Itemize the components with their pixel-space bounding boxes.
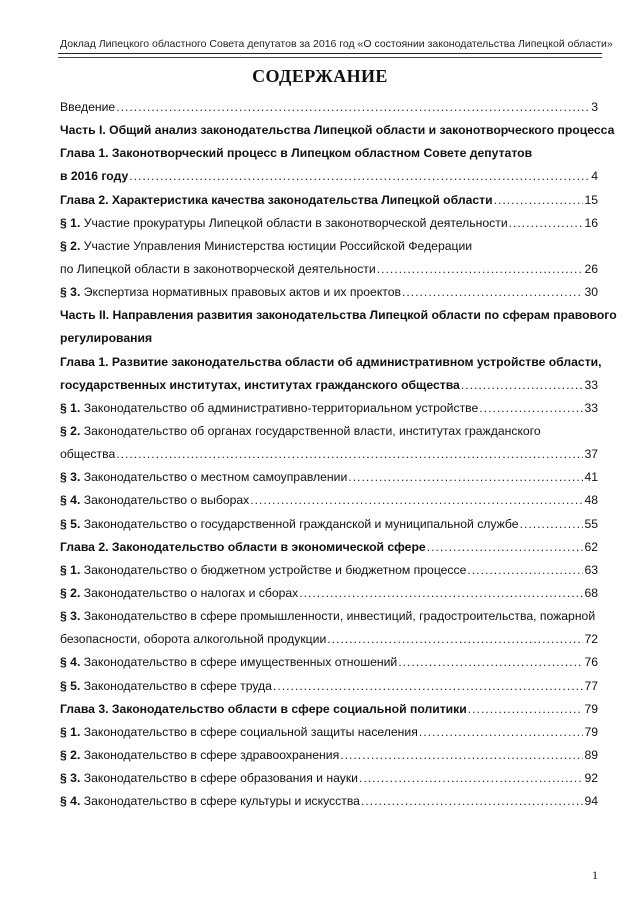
toc-entry-text: Глава 2. Законодательство области в экономической сфере [60, 539, 426, 554]
toc-section-number: § 1. [60, 724, 81, 739]
toc-entry-title [60, 119, 614, 142]
toc-entry-title [60, 628, 326, 651]
toc-entry-text: Законодательство в сфере социальной защиты населения [80, 724, 418, 739]
toc-section-number: § 4. [60, 493, 81, 508]
toc-page-number: 33 [584, 377, 598, 392]
toc-entry[interactable] [60, 466, 598, 489]
toc-entry-text: Глава 3. Законодательство области в сфере социальной политики [60, 701, 467, 716]
toc-leader-dots [250, 489, 583, 512]
toc-entry[interactable] [60, 489, 598, 512]
toc-section-number: § 4. [60, 655, 81, 670]
toc-entry-title [60, 351, 602, 374]
toc-entry-title [60, 281, 401, 304]
toc-entry-title [60, 675, 272, 698]
toc-section-number: § 1. [60, 400, 81, 415]
toc-entry-title [60, 698, 467, 721]
toc-entry-title [60, 96, 115, 119]
toc-section-number: § 3. [60, 771, 81, 786]
toc-section-number: § 5. [60, 678, 81, 693]
toc-entry-text: Законодательство в сфере имущественных отношений [80, 655, 398, 670]
toc-entry-text: общества [60, 447, 116, 462]
toc-section-number: § 3. [60, 285, 81, 300]
toc-section-number: § 2. [60, 585, 81, 600]
toc-entry-text: Экспертиза нормативных правовых актов и их проектов [80, 285, 401, 300]
toc-section-number: § 2. [60, 423, 81, 438]
toc-leader-dots [273, 675, 583, 698]
toc-entry[interactable] [60, 536, 598, 559]
toc-page-number: 77 [584, 678, 598, 693]
toc-page-number: 92 [584, 771, 598, 786]
toc-entry-text: безопасности, оборота алкогольной продукции [60, 632, 327, 647]
toc-entry-text: Глава 1. Развитие законодательства области об административном устройстве области, [60, 354, 602, 369]
toc-leader-dots [468, 698, 584, 721]
toc-section-number: § 3. [60, 470, 81, 485]
toc-entry-title [60, 165, 128, 188]
toc-leader-dots [509, 212, 584, 235]
toc-entry[interactable] [60, 212, 598, 235]
toc-page-number: 4 [591, 169, 598, 184]
toc-leader-dots [129, 165, 590, 188]
toc-page-number: 26 [584, 261, 598, 276]
toc-page-number: 48 [584, 493, 598, 508]
toc-section-number: § 1. [60, 562, 81, 577]
toc-entry-text: Часть I. Общий анализ законодательства Липецкой области и законотворческого процесса [60, 123, 615, 138]
toc-entry-title [60, 559, 466, 582]
toc-entry[interactable] [60, 165, 598, 188]
toc-entry[interactable] [60, 258, 598, 281]
toc-entry[interactable] [60, 605, 598, 628]
toc-entry-text: Законодательство о государственной гражданской и муниципальной службе [80, 516, 519, 531]
toc-leader-dots [402, 281, 583, 304]
toc-entry-title [60, 189, 493, 212]
toc-page-number: 37 [584, 447, 598, 462]
toc-entry[interactable] [60, 628, 598, 651]
toc-entry-text: Законодательство в сфере промышленности, инвестиций, градостроительства, пожарной [80, 609, 596, 624]
toc-entry-title [60, 582, 298, 605]
toc-page-number: 62 [584, 539, 598, 554]
toc-entry[interactable] [60, 327, 598, 350]
toc-entry[interactable] [60, 651, 598, 674]
toc-entry-text: Законодательство об органах государственной власти, институтах гражданского [80, 423, 541, 438]
toc-entry-title [60, 721, 418, 744]
table-of-contents [60, 96, 617, 813]
toc-entry-title [60, 374, 460, 397]
toc-entry[interactable] [60, 698, 598, 721]
toc-entry-title [60, 420, 541, 443]
toc-entry-title [60, 443, 115, 466]
toc-leader-dots [299, 582, 583, 605]
page-number: 1 [592, 868, 598, 882]
toc-entry-text: Участие Управления Министерства юстиции Российской Федерации [80, 238, 473, 253]
toc-section-number: § 5. [60, 516, 81, 531]
toc-section-number: § 1. [60, 215, 81, 230]
toc-entry-text: Законодательство в сфере труда [80, 678, 272, 693]
toc-leader-dots [327, 628, 583, 651]
toc-entry-text: Глава 1. Законотворческий процесс в Липецком областном Совете депутатов [60, 146, 533, 161]
toc-entry-title [60, 489, 249, 512]
toc-entry-title [60, 235, 472, 258]
toc-entry-text: Глава 2. Характеристика качества законодательства Липецкой области [60, 192, 493, 207]
toc-entry-title [60, 142, 532, 165]
toc-entry-title [60, 397, 478, 420]
toc-entry[interactable] [60, 397, 598, 420]
toc-page-number: 79 [584, 701, 598, 716]
toc-page-number: 94 [584, 794, 598, 809]
toc-entry[interactable] [60, 767, 598, 790]
toc-page-number: 79 [584, 724, 598, 739]
toc-page-number: 68 [584, 585, 598, 600]
toc-entry-text: Законодательство об административно-территориальном устройстве [80, 400, 479, 415]
toc-entry[interactable] [60, 744, 598, 767]
toc-entry[interactable] [60, 582, 598, 605]
toc-leader-dots [494, 189, 584, 212]
toc-page-number: 76 [584, 655, 598, 670]
toc-leader-dots [520, 513, 584, 536]
toc-page-number: 3 [591, 100, 598, 114]
toc-leader-dots [116, 96, 590, 119]
toc-leader-dots [116, 443, 583, 466]
toc-entry[interactable] [60, 189, 598, 212]
toc-section-number: § 2. [60, 747, 81, 762]
toc-entry-title [60, 536, 426, 559]
toc-entry-text: регулирования [60, 331, 153, 346]
running-header: Доклад Липецкого областного Совета депутатов за 2016 год «О состоянии законодательства Липецкой области» [60, 38, 613, 50]
page-title: СОДЕРЖАНИЕ [252, 66, 388, 86]
toc-entry[interactable] [60, 142, 598, 165]
toc-entry-title [60, 767, 358, 790]
toc-entry-text: Законодательство о налогах и сборах [80, 585, 299, 600]
toc-page-number: 16 [584, 215, 598, 230]
toc-entry[interactable] [60, 119, 615, 142]
header-rule-thick [58, 53, 602, 54]
toc-section-number: § 4. [60, 794, 81, 809]
toc-leader-dots [359, 767, 583, 790]
toc-entry[interactable] [60, 513, 598, 536]
toc-entry-text: Законодательство в сфере образования и науки [80, 771, 358, 786]
toc-entry-text: Законодательство в сфере здравоохранения [80, 747, 340, 762]
toc-entry-text: Введение [60, 100, 116, 114]
toc-entry-text: Часть II. Направления развития законодательства Липецкой области по сферам правового [60, 308, 617, 323]
toc-entry[interactable] [60, 374, 598, 397]
toc-entry-title [60, 327, 152, 350]
toc-entry-title [60, 790, 360, 813]
header-rule-thin [58, 57, 602, 58]
toc-leader-dots [340, 744, 583, 767]
toc-entry[interactable] [60, 675, 598, 698]
toc-entry-title [60, 258, 376, 281]
toc-entry-text: Законодательство о бюджетном устройстве и бюджетном процессе [80, 562, 467, 577]
toc-entry[interactable] [60, 96, 598, 119]
toc-page-number: 33 [584, 400, 598, 415]
toc-page-number: 30 [584, 285, 598, 300]
toc-page-number: 72 [584, 632, 598, 647]
toc-entry[interactable] [60, 790, 598, 813]
toc-leader-dots [377, 258, 584, 281]
toc-entry-title [60, 513, 519, 536]
toc-entry-title [60, 651, 397, 674]
toc-leader-dots [467, 559, 583, 582]
toc-entry[interactable] [60, 304, 617, 327]
toc-entry[interactable] [60, 235, 598, 258]
toc-leader-dots [361, 790, 583, 813]
toc-entry-text: по Липецкой области в законотворческой деятельности [60, 261, 376, 276]
toc-entry[interactable] [60, 443, 598, 466]
toc-entry-title [60, 744, 339, 767]
toc-page-number: 55 [584, 516, 598, 531]
toc-entry[interactable] [60, 420, 598, 443]
toc-page-number: 63 [584, 562, 598, 577]
toc-page-number: 15 [584, 192, 598, 207]
toc-entry-text: Законодательство о выборах [80, 493, 250, 508]
toc-section-number: § 2. [60, 238, 81, 253]
toc-entry-text: Законодательство о местном самоуправлении [80, 470, 348, 485]
toc-leader-dots [427, 536, 584, 559]
toc-entry-title [60, 304, 617, 327]
toc-leader-dots [461, 374, 584, 397]
toc-entry[interactable] [60, 721, 598, 744]
toc-leader-dots [348, 466, 583, 489]
toc-entry-text: Участие прокуратуры Липецкой области в законотворческой деятельности [80, 215, 508, 230]
toc-entry-title [60, 466, 347, 489]
toc-entry[interactable] [60, 351, 602, 374]
toc-entry-title [60, 605, 595, 628]
toc-entry-title [60, 212, 508, 235]
toc-page-number: 41 [584, 470, 598, 485]
toc-leader-dots [398, 651, 583, 674]
toc-section-number: § 3. [60, 609, 81, 624]
toc-entry-text: Законодательство в сфере культуры и искусства [80, 794, 360, 809]
toc-entry-text: государственных институтах, институтах гражданского общества [60, 377, 460, 392]
toc-entry[interactable] [60, 281, 598, 304]
toc-entry-text: в 2016 году [60, 169, 129, 184]
toc-entry[interactable] [60, 559, 598, 582]
toc-page-number: 89 [584, 747, 598, 762]
toc-leader-dots [419, 721, 584, 744]
toc-leader-dots [479, 397, 583, 420]
